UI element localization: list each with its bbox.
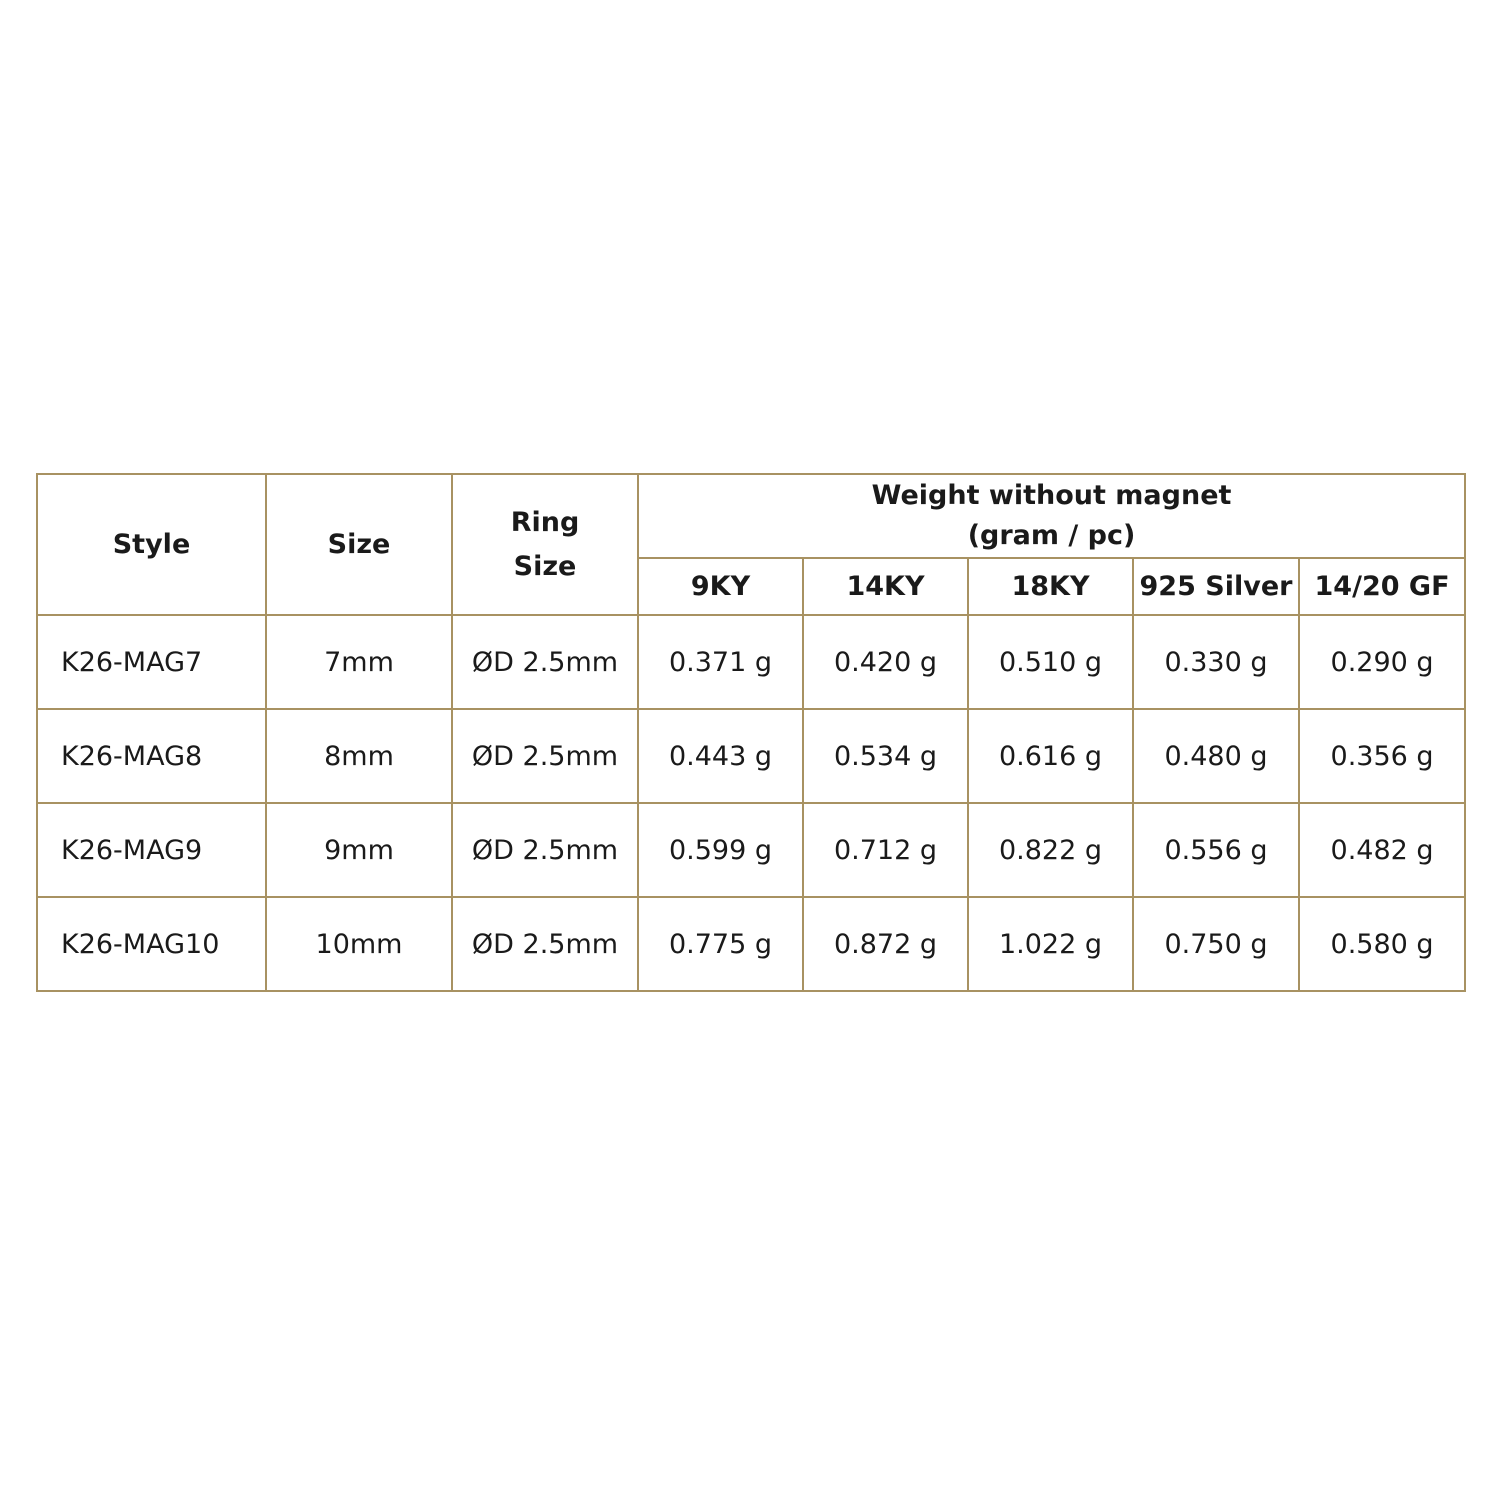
cell-weight-9ky: 0.599 g: [638, 803, 803, 897]
header-ring-size: [452, 474, 638, 615]
cell-ring-size: ØD 2.5mm: [452, 615, 638, 709]
cell-weight-14ky: 0.420 g: [803, 615, 968, 709]
cell-weight-14ky: 0.872 g: [803, 897, 968, 991]
cell-weight-18ky: 0.616 g: [968, 709, 1133, 803]
cell-weight-9ky: 0.443 g: [638, 709, 803, 803]
table-row: [37, 897, 1465, 991]
cell-style: K26-MAG10: [37, 897, 266, 991]
header-weight-group: [638, 474, 1465, 558]
cell-weight-14-20-gf: 0.580 g: [1299, 897, 1465, 991]
header-material-18ky: 18KY: [968, 558, 1133, 615]
header-ring-size-line1: Ring: [510, 506, 580, 538]
table-row: [37, 709, 1465, 803]
cell-weight-14ky: 0.712 g: [803, 803, 968, 897]
cell-weight-925-silver: 0.556 g: [1133, 803, 1299, 897]
cell-weight-14-20-gf: 0.482 g: [1299, 803, 1465, 897]
cell-size: 9mm: [266, 803, 452, 897]
cell-ring-size: ØD 2.5mm: [452, 803, 638, 897]
cell-size: 8mm: [266, 709, 452, 803]
header-style: Style: [37, 474, 266, 615]
header-material-9ky: 9KY: [638, 558, 803, 615]
cell-weight-18ky: 1.022 g: [968, 897, 1133, 991]
cell-weight-925-silver: 0.750 g: [1133, 897, 1299, 991]
table-row: [37, 615, 1465, 709]
header-material-925-silver: 925 Silver: [1133, 558, 1299, 615]
cell-weight-14ky: 0.534 g: [803, 709, 968, 803]
header-material-14-20-gf: 14/20 GF: [1299, 558, 1465, 615]
cell-style: K26-MAG9: [37, 803, 266, 897]
cell-size: 7mm: [266, 615, 452, 709]
header-ring-size-line2: Size: [513, 550, 577, 582]
cell-ring-size: ØD 2.5mm: [452, 709, 638, 803]
weight-spec-table: [36, 473, 1466, 992]
cell-weight-18ky: 0.510 g: [968, 615, 1133, 709]
table-row: [37, 803, 1465, 897]
cell-weight-14-20-gf: 0.356 g: [1299, 709, 1465, 803]
header-size: Size: [266, 474, 452, 615]
header-material-14ky: 14KY: [803, 558, 968, 615]
cell-weight-9ky: 0.775 g: [638, 897, 803, 991]
cell-weight-18ky: 0.822 g: [968, 803, 1133, 897]
cell-size: 10mm: [266, 897, 452, 991]
cell-weight-9ky: 0.371 g: [638, 615, 803, 709]
cell-weight-14-20-gf: 0.290 g: [1299, 615, 1465, 709]
cell-style: K26-MAG7: [37, 615, 266, 709]
cell-weight-925-silver: 0.330 g: [1133, 615, 1299, 709]
cell-ring-size: ØD 2.5mm: [452, 897, 638, 991]
cell-style: K26-MAG8: [37, 709, 266, 803]
header-weight-title: Weight without magnet: [871, 480, 1232, 511]
cell-weight-925-silver: 0.480 g: [1133, 709, 1299, 803]
header-weight-unit: (gram / pc): [967, 520, 1136, 551]
